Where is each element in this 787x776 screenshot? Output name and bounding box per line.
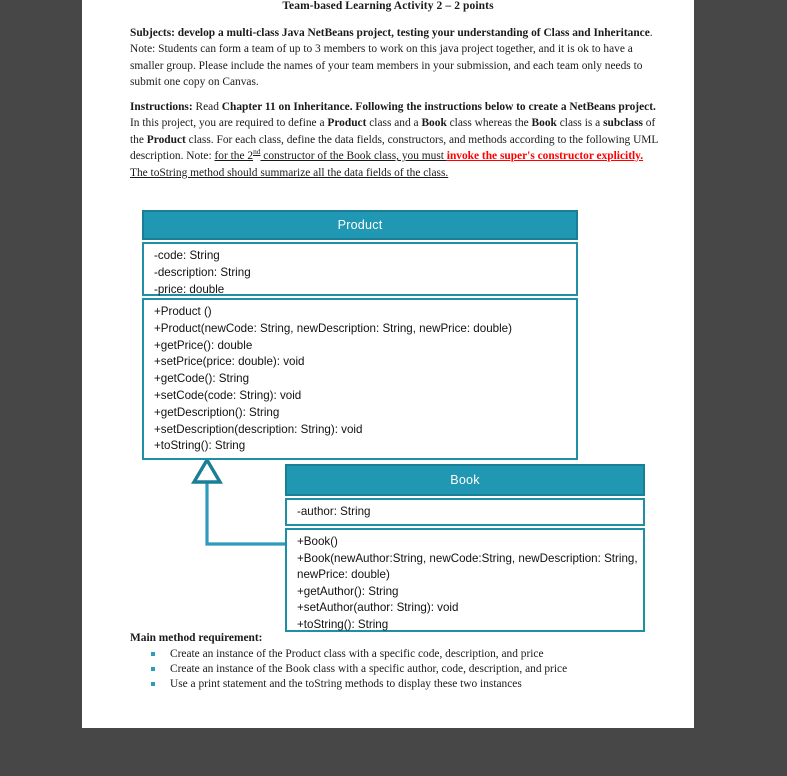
page-title: Team-based Learning Activity 2 – 2 points [282, 0, 494, 12]
instructions-note-u3: The toString method should summarize all the data fields of the class. [130, 166, 449, 179]
uml-operation: +toString(): String [154, 439, 246, 453]
uml-attribute: -author: String [297, 505, 371, 518]
instructions-note-u2: constructor of the Book class, you must [260, 150, 447, 163]
main-method-requirement-label: Main method requirement: [130, 632, 263, 644]
instructions-t5: class is a [556, 117, 604, 130]
uml-class-book [285, 464, 645, 634]
bullet-icon [151, 652, 155, 656]
uml-operation: +setCode(code: String): void [154, 388, 302, 402]
document-page [82, 0, 694, 728]
uml-book-header: Book [285, 464, 645, 496]
uml-product-operations [142, 298, 578, 460]
list-item [142, 647, 662, 662]
list-item-label: Create an instance of the Product class with a specific code, description, and price [170, 648, 544, 660]
instructions-t6: of the [130, 117, 656, 146]
instructions-b2: Product [327, 117, 367, 130]
red-emphasis-text: invoke the super's constructor explicitly. [446, 150, 644, 163]
bullet-icon [151, 667, 155, 671]
instructions-label: Instructions: [130, 101, 193, 113]
instructions-b5: subclass [603, 117, 643, 130]
uml-book-attributes [285, 498, 645, 526]
instructions-t1: Read [192, 101, 222, 113]
subjects-rest: . Note: Students can form a team of up to 3 members to work on this java project together, and it is ok to have a smaller group. Please include the names of your team members in your submission, and each team only needs to submit one copy on Canvas. [130, 27, 653, 89]
ordinal-superscript: nd [253, 147, 261, 157]
list-item [142, 677, 662, 692]
uml-attribute: -description: String [154, 265, 251, 279]
uml-operation: +getCode(): String [154, 372, 250, 386]
bullet-icon [151, 682, 155, 686]
uml-operation: +setDescription(description: String): void [154, 422, 363, 436]
subjects-lead: Subjects: develop a multi-class Java NetBeans project, testing your understanding of Class and Inheritance [130, 27, 650, 39]
instructions-t4: class whereas the [446, 117, 532, 130]
instructions-t2: In this project, you are required to define a [130, 117, 328, 130]
uml-operation: +Product(newCode: String, newDescription: String, newPrice: double) [154, 321, 512, 335]
main-method-bullet-list [142, 647, 662, 692]
instructions-t7: class. For each class, define the data fields, constructors, and methods according to the following UML description. Note: [130, 133, 658, 163]
uml-operation: +Book(newAuthor:String, newCode:String, newDescription: String, newPrice: double) [297, 551, 641, 582]
uml-operation: +setPrice(price: double): void [154, 355, 305, 369]
uml-operation: +setAuthor(author: String): void [297, 601, 459, 615]
uml-attribute: -price: double [154, 282, 225, 296]
list-item-label: Use a print statement and the toString methods to display these two instances [170, 678, 522, 691]
uml-product-header: Product [142, 210, 578, 240]
uml-class-product [142, 210, 578, 462]
uml-product-attributes [142, 242, 578, 296]
instructions-b6: Product [146, 133, 186, 146]
instructions-t3: class and a [366, 117, 422, 130]
uml-operation: +getAuthor(): String [297, 584, 399, 598]
uml-operation: +Product () [154, 305, 212, 318]
instructions-paragraph [130, 99, 658, 181]
instructions-note-u1: for the 2 [214, 150, 254, 163]
uml-operation: +getDescription(): String [154, 405, 280, 419]
uml-operation: +getPrice(): double [154, 338, 253, 352]
list-item [142, 662, 662, 677]
instructions-b4: Book [531, 117, 557, 130]
uml-operation: +Book() [297, 535, 338, 548]
uml-operation: +toString(): String [297, 617, 389, 631]
uml-attribute: -code: String [154, 249, 220, 262]
subjects-paragraph [130, 25, 658, 91]
instructions-b1: Chapter 11 on Inheritance. Following the instructions below to create a NetBeans project. [221, 101, 656, 113]
list-item-label: Create an instance of the Book class with a specific author, code, description, and price [170, 663, 568, 676]
uml-book-operations [285, 528, 645, 632]
instructions-b3: Book [421, 117, 447, 130]
